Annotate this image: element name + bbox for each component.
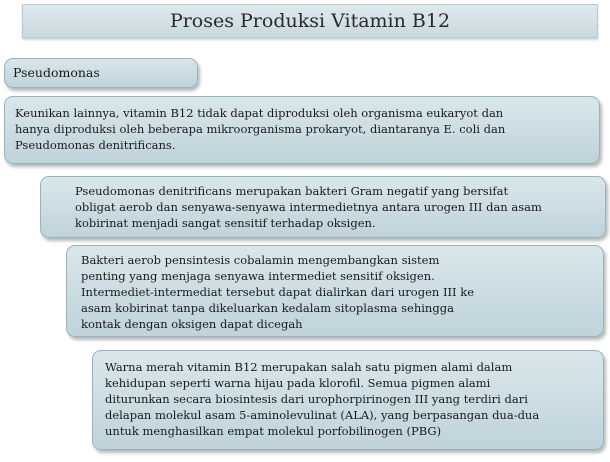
section-label: Pseudomonas xyxy=(13,65,100,80)
text-box-3 xyxy=(66,245,604,337)
text-box-4 xyxy=(92,350,604,450)
text-box-2 xyxy=(40,176,606,238)
page-title: Proses Produksi Vitamin B12 xyxy=(169,10,451,32)
section-label-box xyxy=(4,58,198,88)
text-box-1 xyxy=(4,96,600,164)
title-bar xyxy=(22,4,598,38)
paragraph-1: Keunikan lainnya, vitamin B12 tidak dapat diproduksi oleh organisma eukaryot dan hanya diproduksi oleh beberapa mikroorganisma prokaryot, diantaranya E. coli dan Pseudomonas denitrificans. xyxy=(15,106,506,152)
paragraph-3: Bakteri aerob pensintesis cobalamin mengembangkan sistem penting yang menjaga senyawa intermediet sensitif oksigen. Intermediet-intermediat tersebut dapat dialirkan dari urogen III ke asam kobirinat tanpa dikeluarkan kedalam sitoplasma sehingga kontak dengan oksigen dapat dicegah xyxy=(81,253,475,331)
paragraph-2: Pseudomonas denitrificans merupakan bakteri Gram negatif yang bersifat obligat aerob dan senyawa-senyawa intermedietnya antara urogen III dan asam kobirinat menjadi sangat sensitif terhadap oksigen. xyxy=(75,184,542,230)
paragraph-4: Warna merah vitamin B12 merupakan salah satu pigmen alami dalam kehidupan seperti warna hijau pada klorofil. Semua pigmen alami diturunkan secara biosintesis dari urophorpirinogen III yang terdiri dari delapan molekul asam 5-aminolevulinat (ALA), yang berpasangan dua-dua untuk menghasilkan empat molekul porfobilinogen (PBG) xyxy=(105,360,540,438)
